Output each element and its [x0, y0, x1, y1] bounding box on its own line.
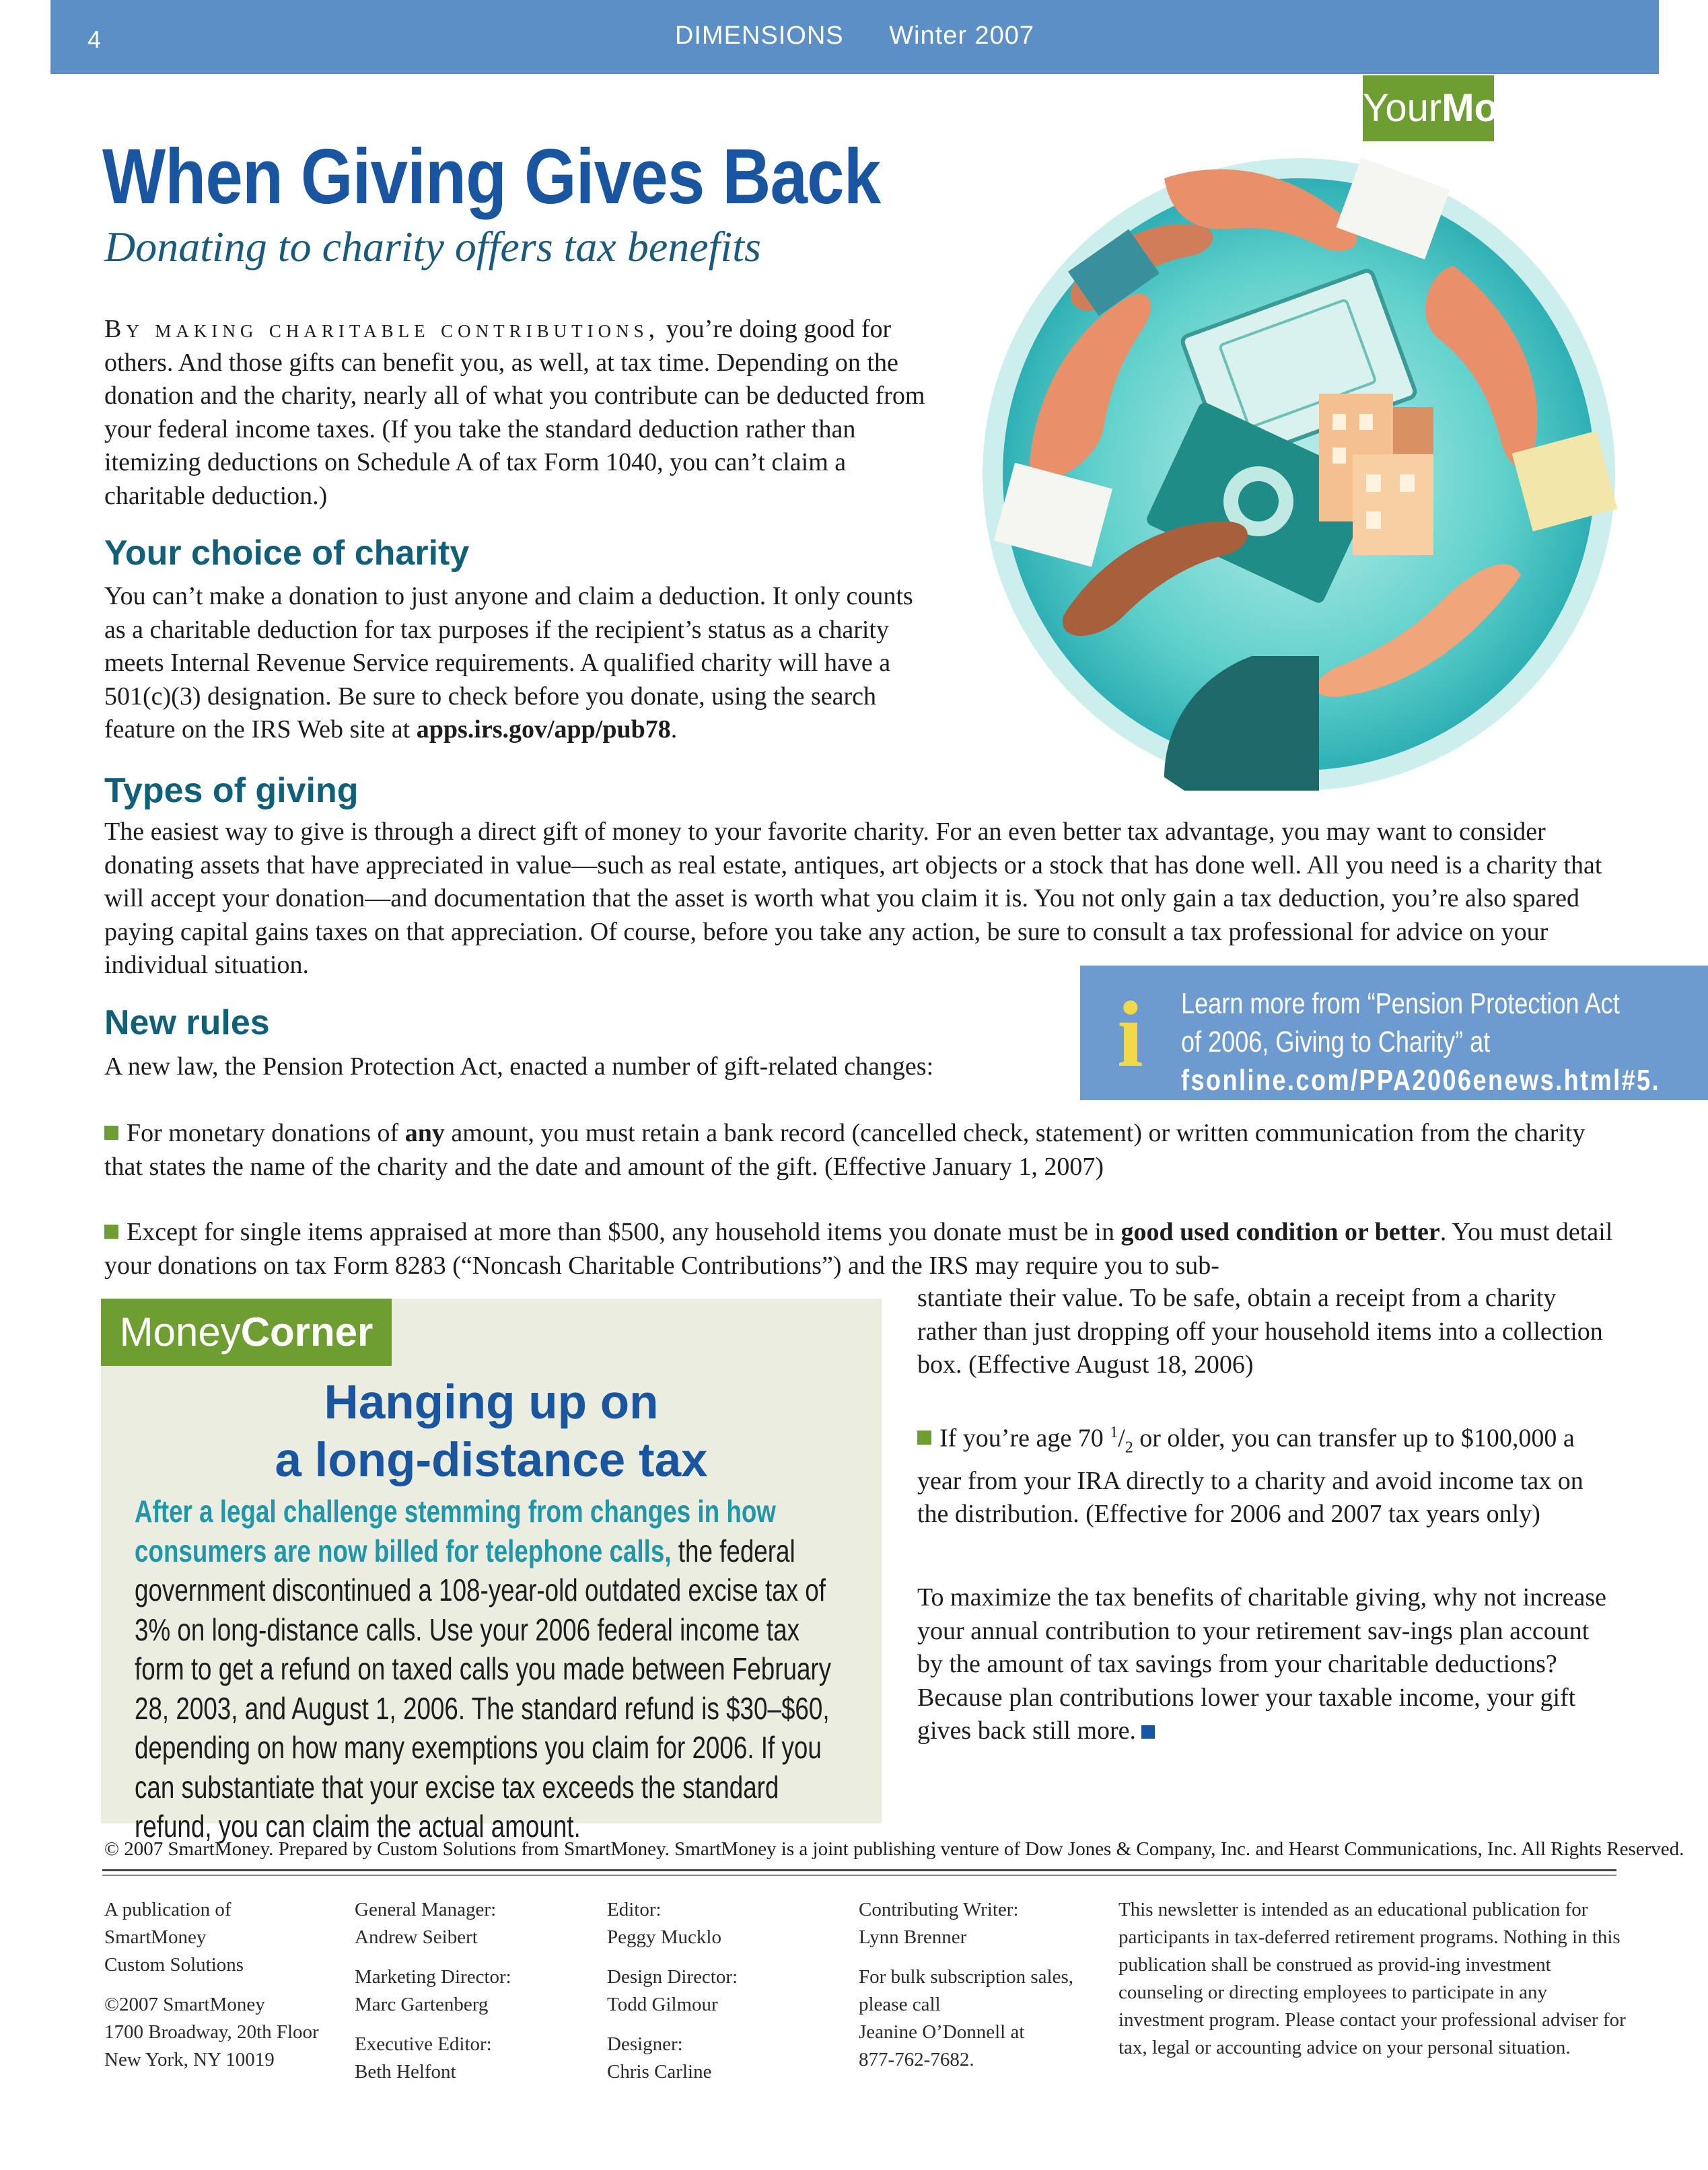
copyright-line: © 2007 SmartMoney. Prepared by Custom Solutions from SmartMoney. SmartMoney is a joint publishing venture of Dow Jones & Company, Inc. and Hearst Communications, Inc. All Rights Reserved.	[104, 1838, 1684, 1860]
bullet-household-items-continued: stantiate their value. To be safe, obtain a receipt from a charity rather than just dropping off your household items into a collection box. (Effective August 18, 2006)	[917, 1284, 1603, 1379]
bullet-ira-transfer: If you’re age 70 $^1/_2$ or older, you can transfer up to $100,000 a year from your IRA directly to a charity and avoid income tax on the distribution. (Effective for 2006 and 2007 tax years only)	[917, 1424, 1584, 1529]
bullet-square-icon	[917, 1431, 931, 1445]
money-corner-body: After a legal challenge stemming from changes in how consumers are now billed for telephone calls, the federal government discontinued a 108-year-old outdated excise tax of 3% on long-distance calls. Use your 2006 federal income tax form to get a refund on taxed calls you made between February 28, 2003, and August 1, 2006. The standard refund is $30–$60, depending on how many exemptions you claim for 2006. If you can substantiate that your excise tax exceeds the standard refund, you can claim the actual amount.	[135, 1494, 832, 1844]
money-corner-title: Hanging up on a long-distance tax	[275, 1376, 708, 1487]
money-corner-tag: MoneyCorner	[101, 1299, 392, 1366]
footer-disclaimer: This newsletter is intended as an educational publication for participants in tax-deferred retirement programs. Nothing in this publication shall be construed as provid-ing investment counseling or directing employees to participate in any investment program. Please contact your professional adviser for tax, legal or accounting advice on your personal situation.	[1118, 1899, 1626, 2058]
info-line-1: Learn more from “Pension Protection Act	[1181, 987, 1620, 1020]
types-paragraph: The easiest way to give is through a direct gift of money to your favorite charity. For an even better tax advantage, you may want to consider donating assets that have appreciated in value—such as real estate, antiques, art objects or a stock that has done well. All you need is a charity that will accept your donation—and documentation that the asset is worth what you claim it is. You not only gain a tax deduction, you’re also spared paying capital gains taxes on that appreciation. Of course, before you take any action, be sure to consult a tax professional for advice on your individual situation.	[104, 818, 1602, 979]
choice-paragraph: You can’t make a donation to just anyone and claim a deduction. It only counts as a charitable deduction for tax purposes if the recipient’s status as a charity meets Internal Revenue Service requirements. A qualified charity will have a 501(c)(3) designation. Be sure to check before you donate, using the search feature on the IRS Web site at apps.irs.gov/app/pub78.	[104, 582, 913, 744]
bullet-monetary-donations: For monetary donations of any amount, you must retain a bank record (cancelled check, statement) or written communication from the charity that states the name of the charity and the date and amount of the gift. (Effective January 1, 2007)	[104, 1119, 1586, 1181]
article-subtitle: Donating to charity offers tax benefits	[104, 223, 761, 270]
info-url-link[interactable]: fsonline.com/PPA2006enews.html#5.	[1181, 1064, 1661, 1097]
hands-around-money-illustration	[942, 145, 1649, 804]
publication-name: DIMENSIONS	[674, 22, 844, 50]
section-tag-your-money: YourMoney	[1363, 75, 1494, 141]
header-bar	[50, 0, 1659, 74]
bullet-square-icon	[104, 1126, 118, 1140]
heading-types-of-giving: Types of giving	[104, 771, 359, 810]
heading-choice-of-charity: Your choice of charity	[104, 534, 470, 573]
end-mark-icon	[1141, 1725, 1155, 1739]
masthead	[50, 22, 1659, 50]
info-line-2: of 2006, Giving to Charity” at	[1181, 1025, 1491, 1058]
issue-date: Winter 2007	[889, 22, 1035, 50]
info-icon: i	[1117, 982, 1143, 1087]
footer-management: General Manager: Andrew Seibert Marketing Director: Marc Gartenberg Executive Editor: Beth Helfont	[355, 1899, 511, 2083]
intro-lead: By making charitable contributions,	[104, 315, 660, 343]
bullet-household-items: Except for single items appraised at more than $500, any household items you donate must be in good used condition or better. You must detail your donations on tax Form 8283 (“Noncash Charitable Contributions”) and the IRS may require you to sub-	[104, 1218, 1613, 1280]
info-callout-box	[1080, 966, 1708, 1100]
intro-paragraph: By making charitable contributions, you’re doing good for others. And those gifts can benefit you, as well, at tax time. Depending on the donation and the charity, nearly all of what you contribute can be deducted from your federal income taxes. (If you take the standard deduction rather than itemizing deductions on Schedule A of tax Form 1040, you can’t claim a charitable deduction.)	[104, 315, 925, 510]
irs-link[interactable]: apps.irs.gov/app/pub78	[416, 715, 671, 744]
footer-publisher: A publication of SmartMoney Custom Solutions ©2007 SmartMoney 1700 Broadway, 20th Floor New York, NY 10019	[104, 1899, 319, 2070]
divider	[102, 1875, 1616, 1876]
bullet-square-icon	[104, 1225, 118, 1239]
rules-paragraph: A new law, the Pension Protection Act, enacted a number of gift-related changes:	[104, 1052, 934, 1081]
divider	[102, 1869, 1616, 1871]
money-corner-box	[101, 1299, 882, 1844]
footer-contributors: Contributing Writer: Lynn Brenner For bulk subscription sales, please call Jeanine O’Donnell at 877-762-7682.	[859, 1899, 1073, 2070]
footer-editorial: Editor: Peggy Mucklo Design Director: Todd Gilmour Designer: Chris Carline	[607, 1899, 738, 2083]
heading-new-rules: New rules	[104, 1003, 270, 1042]
page-number: 4	[87, 26, 102, 53]
closing-paragraph: To maximize the tax benefits of charitable giving, why not increase your annual contribution to your retirement sav-ings plan account by the amount of tax savings from your charitable deductions? Because plan contributions lower your taxable income, your gift gives back still more.	[917, 1583, 1607, 1745]
article-title: When Giving Gives Back	[102, 133, 881, 220]
